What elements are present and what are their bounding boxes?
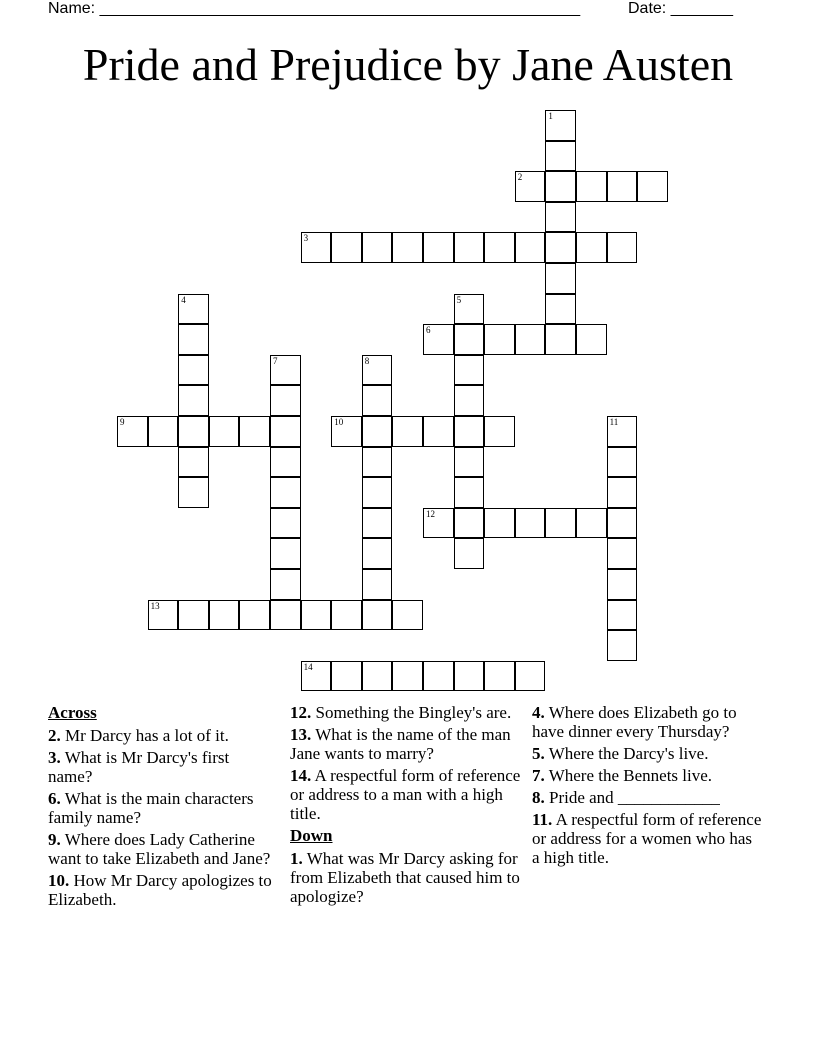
crossword-cell[interactable] bbox=[454, 294, 485, 325]
crossword-cell[interactable] bbox=[423, 661, 454, 692]
crossword-cell[interactable] bbox=[607, 600, 638, 631]
crossword-cell[interactable] bbox=[362, 385, 393, 416]
crossword-cell[interactable] bbox=[178, 477, 209, 508]
clue-number-label: 14 bbox=[303, 661, 313, 672]
clue-number-label: 13 bbox=[150, 600, 160, 611]
crossword-cell[interactable] bbox=[239, 600, 270, 631]
crossword-cell[interactable] bbox=[270, 385, 301, 416]
clue-across-3: 3. What is Mr Darcy's first name? bbox=[48, 748, 230, 786]
crossword-cell[interactable] bbox=[178, 294, 209, 325]
crossword-cell[interactable] bbox=[270, 477, 301, 508]
crossword-cell[interactable] bbox=[607, 630, 638, 661]
clue-number-label: 10 bbox=[334, 417, 344, 427]
clues-column-2 bbox=[290, 703, 525, 909]
crossword-cell[interactable] bbox=[392, 600, 423, 631]
page-title: Pride and Prejudice by Jane Austen bbox=[82, 39, 734, 90]
crossword-cell[interactable] bbox=[545, 324, 576, 355]
crossword-cell[interactable] bbox=[576, 232, 607, 263]
crossword-cell[interactable] bbox=[454, 324, 485, 355]
clue-down-7: 7. Where the Bennets live. bbox=[532, 766, 713, 785]
crossword-cell[interactable] bbox=[454, 477, 485, 508]
crossword-cell[interactable] bbox=[454, 416, 485, 447]
crossword-cell[interactable] bbox=[454, 355, 485, 386]
crossword-cell[interactable] bbox=[607, 447, 638, 478]
crossword-cell[interactable] bbox=[576, 508, 607, 539]
crossword-cell[interactable] bbox=[362, 600, 393, 631]
crossword-cell[interactable] bbox=[545, 141, 576, 172]
crossword-cell[interactable] bbox=[148, 416, 179, 447]
crossword-cell[interactable] bbox=[209, 600, 240, 631]
crossword-cell[interactable] bbox=[607, 538, 638, 569]
crossword-cell[interactable] bbox=[607, 508, 638, 539]
crossword-cell[interactable] bbox=[148, 600, 179, 631]
clues-column-1 bbox=[48, 703, 273, 912]
crossword-cell[interactable] bbox=[545, 294, 576, 325]
crossword-cell[interactable] bbox=[362, 661, 393, 692]
crossword-cell[interactable] bbox=[362, 355, 393, 386]
crossword-cell[interactable] bbox=[392, 661, 423, 692]
clue-number-label: 8 bbox=[364, 355, 370, 366]
crossword-cell[interactable] bbox=[423, 508, 454, 539]
crossword-cell[interactable] bbox=[178, 447, 209, 478]
name-field[interactable]: Name: ______________________________________________________ bbox=[48, 0, 581, 17]
crossword-cell[interactable] bbox=[454, 232, 485, 263]
clue-across-14: 14. A respectful form of reference or address to a man with a high title. bbox=[290, 766, 521, 823]
clue-number-label: 1 bbox=[548, 111, 553, 121]
crossword-cell[interactable] bbox=[545, 202, 576, 233]
crossword-cell[interactable] bbox=[178, 385, 209, 416]
crossword-cell[interactable] bbox=[607, 171, 638, 202]
crossword-cell[interactable] bbox=[454, 447, 485, 478]
crossword-cell[interactable] bbox=[454, 538, 485, 569]
clue-number-label: 11 bbox=[609, 417, 619, 427]
crossword-cell[interactable] bbox=[515, 661, 546, 692]
clue-down-11: 11. A respectful form of reference or address for a women who has a high title. bbox=[532, 810, 762, 867]
crossword-cell[interactable] bbox=[331, 232, 362, 263]
crossword-cell[interactable] bbox=[515, 508, 546, 539]
crossword-cell[interactable] bbox=[270, 569, 301, 600]
clue-number-label: 7 bbox=[273, 355, 278, 366]
crossword-cell[interactable] bbox=[423, 416, 454, 447]
crossword-cell[interactable] bbox=[239, 416, 270, 447]
crossword-cell[interactable] bbox=[331, 600, 362, 631]
crossword-cell[interactable] bbox=[607, 416, 638, 447]
crossword-cell[interactable] bbox=[515, 171, 546, 202]
clue-number-label: 4 bbox=[181, 294, 186, 305]
clue-number-label: 5 bbox=[456, 294, 462, 305]
crossword-cell[interactable] bbox=[178, 600, 209, 631]
crossword-cell[interactable] bbox=[362, 232, 393, 263]
crossword-cell[interactable] bbox=[515, 324, 546, 355]
clue-across-9: 9. Where does Lady Catherine want to take Elizabeth and Jane? bbox=[48, 830, 271, 868]
crossword-cell[interactable] bbox=[301, 600, 332, 631]
crossword-cell[interactable] bbox=[484, 232, 515, 263]
crossword-cell[interactable] bbox=[454, 508, 485, 539]
clue-across-13: 13. What is the name of the man Jane wants to marry? bbox=[290, 725, 511, 763]
crossword-cell[interactable] bbox=[362, 508, 393, 539]
crossword-cell[interactable] bbox=[515, 232, 546, 263]
crossword-cell[interactable] bbox=[454, 661, 485, 692]
crossword-cell[interactable] bbox=[270, 416, 301, 447]
crossword-cell[interactable] bbox=[178, 355, 209, 386]
clue-number-label: 9 bbox=[120, 417, 125, 427]
crossword-cell[interactable] bbox=[178, 324, 209, 355]
crossword-cell[interactable] bbox=[362, 447, 393, 478]
crossword-cell[interactable] bbox=[607, 569, 638, 600]
crossword-cell[interactable] bbox=[423, 324, 454, 355]
crossword-cell[interactable] bbox=[484, 661, 515, 692]
clue-number-label: 12 bbox=[426, 508, 435, 519]
crossword-cell[interactable] bbox=[423, 232, 454, 263]
crossword-cell[interactable] bbox=[392, 416, 423, 447]
clues-column-3 bbox=[532, 703, 762, 870]
crossword-cell[interactable] bbox=[484, 416, 515, 447]
crossword-cell[interactable] bbox=[301, 232, 332, 263]
crossword-cell[interactable] bbox=[331, 416, 362, 447]
down-heading: Down bbox=[290, 826, 333, 845]
clue-across-6: 6. What is the main characters family name? bbox=[48, 789, 254, 827]
crossword-cell[interactable] bbox=[545, 171, 576, 202]
crossword-cell[interactable] bbox=[607, 232, 638, 263]
crossword-cell[interactable] bbox=[117, 416, 148, 447]
crossword-cell[interactable] bbox=[301, 661, 332, 692]
crossword-cell[interactable] bbox=[270, 538, 301, 569]
crossword-cell[interactable] bbox=[545, 263, 576, 294]
crossword-cell[interactable] bbox=[362, 477, 393, 508]
crossword-cell[interactable] bbox=[392, 232, 423, 263]
crossword-cell[interactable] bbox=[484, 508, 515, 539]
crossword-cell[interactable] bbox=[178, 416, 209, 447]
crossword-cell[interactable] bbox=[545, 110, 576, 141]
crossword-cell[interactable] bbox=[545, 232, 576, 263]
crossword-cell[interactable] bbox=[607, 477, 638, 508]
clue-number-label: 2 bbox=[517, 172, 523, 183]
clue-down-8: 8. Pride and ____________ bbox=[532, 788, 720, 807]
crossword-cell[interactable] bbox=[362, 538, 393, 569]
clue-down-1: 1. What was Mr Darcy asking for from Elizabeth that caused him to apologize? bbox=[290, 849, 520, 906]
crossword-cell[interactable] bbox=[576, 324, 607, 355]
across-heading: Across bbox=[48, 703, 97, 722]
crossword-cell[interactable] bbox=[454, 385, 485, 416]
clue-down-5: 5. Where the Darcy's live. bbox=[532, 744, 709, 763]
crossword-cell[interactable] bbox=[484, 324, 515, 355]
crossword-cell[interactable] bbox=[270, 508, 301, 539]
crossword-cell[interactable] bbox=[362, 569, 393, 600]
crossword-cell[interactable] bbox=[362, 416, 393, 447]
crossword-cell[interactable] bbox=[637, 171, 668, 202]
crossword-cell[interactable] bbox=[545, 508, 576, 539]
crossword-cell[interactable] bbox=[270, 447, 301, 478]
clue-across-2: 2. Mr Darcy has a lot of it. bbox=[48, 726, 229, 745]
crossword-cell[interactable] bbox=[209, 416, 240, 447]
crossword-cell[interactable] bbox=[331, 661, 362, 692]
clue-across-12: 12. Something the Bingley's are. bbox=[290, 703, 512, 722]
crossword-cell[interactable] bbox=[576, 171, 607, 202]
clue-number-label: 3 bbox=[303, 233, 309, 244]
crossword-cell[interactable] bbox=[270, 600, 301, 631]
clue-number-label: 6 bbox=[426, 325, 431, 336]
clue-across-10: 10. How Mr Darcy apologizes to Elizabeth. bbox=[48, 871, 272, 909]
clue-down-4: 4. Where does Elizabeth go to have dinner every Thursday? bbox=[532, 703, 737, 741]
date-field[interactable]: Date: _______ bbox=[628, 0, 733, 17]
crossword-cell[interactable] bbox=[270, 355, 301, 386]
